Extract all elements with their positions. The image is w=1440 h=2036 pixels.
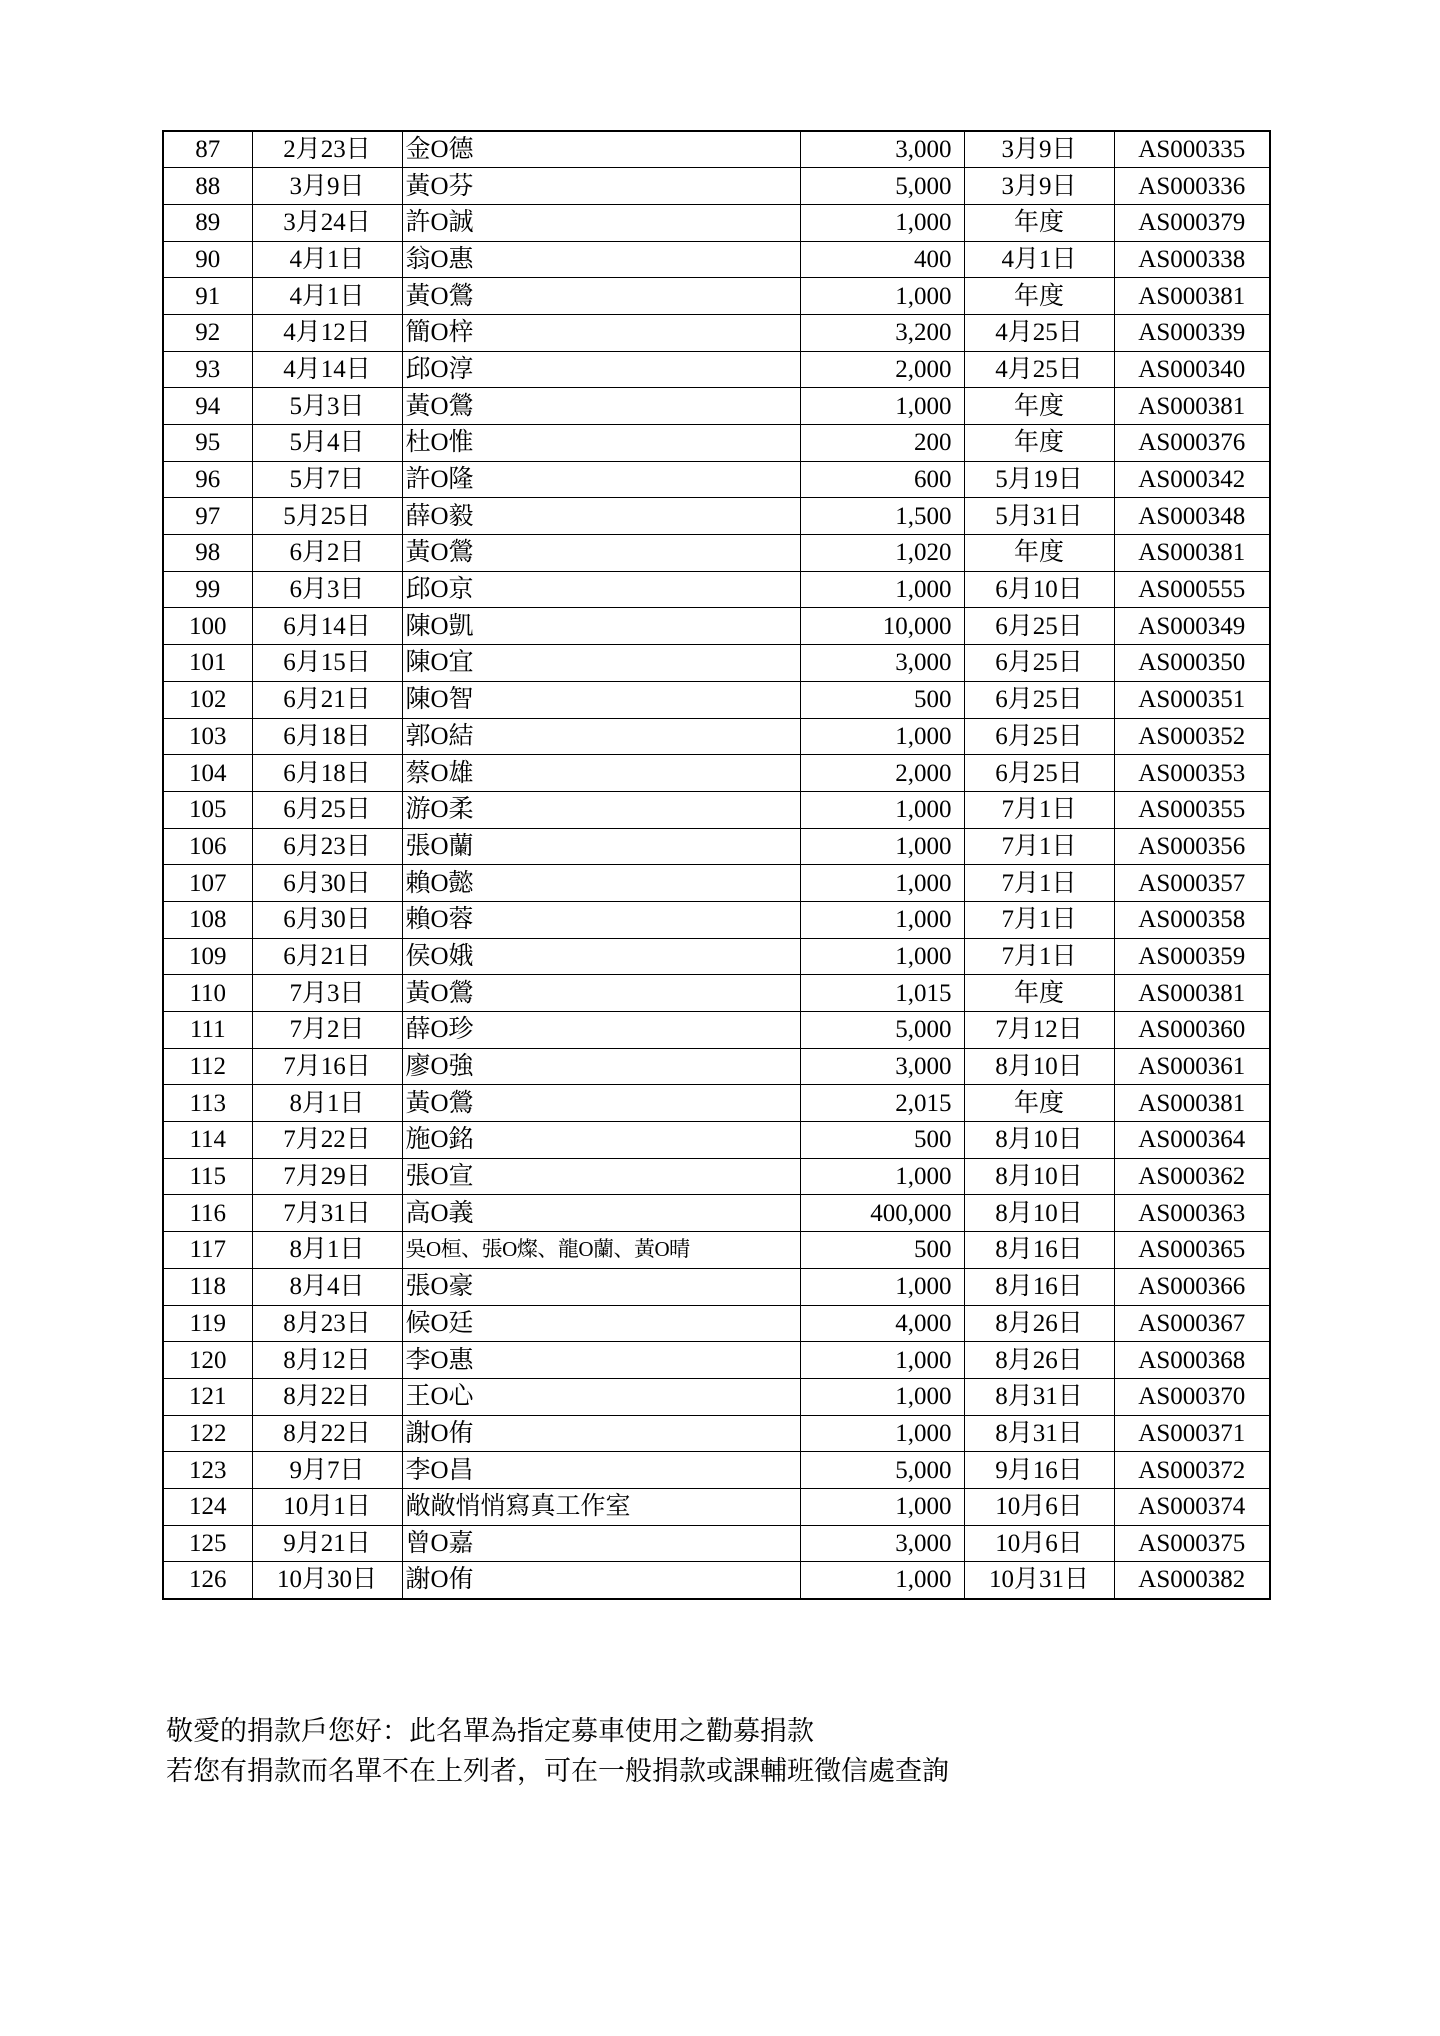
cell-number: 89 [163, 204, 252, 241]
cell-donor-name: 黃O芬 [402, 168, 800, 205]
cell-donation-date: 6月21日 [252, 681, 402, 718]
cell-donation-date: 8月1日 [252, 1232, 402, 1269]
cell-number: 121 [163, 1378, 252, 1415]
cell-receipt-date: 年度 [964, 975, 1114, 1012]
cell-number: 87 [163, 131, 252, 168]
cell-receipt-number: AS000367 [1114, 1305, 1270, 1342]
cell-number: 118 [163, 1268, 252, 1305]
cell-receipt-number: AS000555 [1114, 571, 1270, 608]
table-row [163, 241, 1270, 278]
cell-number: 101 [163, 645, 252, 682]
table-row [163, 828, 1270, 865]
cell-donation-date: 6月3日 [252, 571, 402, 608]
cell-amount: 1,000 [800, 204, 964, 241]
cell-donor-name: 侯O娥 [402, 938, 800, 975]
cell-donation-date: 5月4日 [252, 425, 402, 462]
cell-receipt-number: AS000352 [1114, 718, 1270, 755]
cell-receipt-number: AS000335 [1114, 131, 1270, 168]
cell-amount: 400 [800, 241, 964, 278]
cell-amount: 1,000 [800, 1268, 964, 1305]
cell-number: 113 [163, 1085, 252, 1122]
cell-receipt-number: AS000351 [1114, 681, 1270, 718]
notice-line-1: 敬愛的捐款戶您好：此名單為指定募車使用之勸募捐款 [166, 1716, 814, 1747]
cell-receipt-date: 年度 [964, 535, 1114, 572]
cell-number: 124 [163, 1488, 252, 1525]
cell-receipt-date: 8月16日 [964, 1232, 1114, 1269]
cell-amount: 5,000 [800, 1012, 964, 1049]
cell-number: 92 [163, 314, 252, 351]
table-row [163, 645, 1270, 682]
cell-amount: 1,000 [800, 828, 964, 865]
cell-donation-date: 3月9日 [252, 168, 402, 205]
cell-receipt-number: AS000370 [1114, 1378, 1270, 1415]
cell-donor-name: 黃O鶯 [402, 388, 800, 425]
cell-amount: 3,000 [800, 131, 964, 168]
cell-amount: 1,000 [800, 938, 964, 975]
cell-receipt-number: AS000372 [1114, 1452, 1270, 1489]
table-row [163, 681, 1270, 718]
cell-donor-name: 廖O強 [402, 1048, 800, 1085]
table-row [163, 1562, 1270, 1599]
cell-number: 95 [163, 425, 252, 462]
cell-donation-date: 4月1日 [252, 241, 402, 278]
cell-donor-name: 薛O珍 [402, 1012, 800, 1049]
table-row [163, 425, 1270, 462]
cell-amount: 1,000 [800, 791, 964, 828]
cell-number: 123 [163, 1452, 252, 1489]
cell-receipt-number: AS000376 [1114, 425, 1270, 462]
cell-amount: 500 [800, 681, 964, 718]
cell-receipt-date: 8月26日 [964, 1305, 1114, 1342]
cell-donor-name: 陳O智 [402, 681, 800, 718]
cell-receipt-date: 年度 [964, 1085, 1114, 1122]
cell-amount: 2,015 [800, 1085, 964, 1122]
cell-donor-name: 王O心 [402, 1378, 800, 1415]
cell-amount: 2,000 [800, 351, 964, 388]
cell-number: 114 [163, 1122, 252, 1159]
cell-donation-date: 6月23日 [252, 828, 402, 865]
cell-donation-date: 3月24日 [252, 204, 402, 241]
cell-donation-date: 6月14日 [252, 608, 402, 645]
cell-receipt-number: AS000357 [1114, 865, 1270, 902]
cell-donation-date: 8月12日 [252, 1342, 402, 1379]
table-row [163, 938, 1270, 975]
cell-receipt-number: AS000363 [1114, 1195, 1270, 1232]
cell-receipt-date: 8月10日 [964, 1158, 1114, 1195]
cell-number: 88 [163, 168, 252, 205]
cell-receipt-date: 6月25日 [964, 645, 1114, 682]
cell-donation-date: 4月12日 [252, 314, 402, 351]
cell-amount: 3,000 [800, 645, 964, 682]
table-row [163, 168, 1270, 205]
cell-donor-name: 黃O鶯 [402, 1085, 800, 1122]
cell-amount: 1,000 [800, 901, 964, 938]
cell-receipt-number: AS000336 [1114, 168, 1270, 205]
cell-donation-date: 8月22日 [252, 1378, 402, 1415]
cell-receipt-date: 10月6日 [964, 1525, 1114, 1562]
cell-receipt-date: 4月25日 [964, 351, 1114, 388]
cell-number: 116 [163, 1195, 252, 1232]
cell-amount: 400,000 [800, 1195, 964, 1232]
cell-number: 93 [163, 351, 252, 388]
table-row [163, 498, 1270, 535]
cell-donor-name: 陳O宜 [402, 645, 800, 682]
notice-line-2: 若您有捐款而名單不在上列者，可在一般捐款或課輔班徵信處查詢 [166, 1756, 949, 1787]
cell-receipt-date: 3月9日 [964, 131, 1114, 168]
table-row [163, 1378, 1270, 1415]
cell-receipt-number: AS000371 [1114, 1415, 1270, 1452]
cell-receipt-date: 6月10日 [964, 571, 1114, 608]
cell-receipt-date: 7月12日 [964, 1012, 1114, 1049]
cell-number: 107 [163, 865, 252, 902]
cell-amount: 3,200 [800, 314, 964, 351]
cell-amount: 1,000 [800, 718, 964, 755]
cell-number: 102 [163, 681, 252, 718]
cell-donation-date: 7月16日 [252, 1048, 402, 1085]
cell-donor-name: 施O銘 [402, 1122, 800, 1159]
cell-amount: 600 [800, 461, 964, 498]
cell-receipt-number: AS000339 [1114, 314, 1270, 351]
cell-receipt-date: 8月16日 [964, 1268, 1114, 1305]
cell-receipt-number: AS000358 [1114, 901, 1270, 938]
cell-receipt-number: AS000360 [1114, 1012, 1270, 1049]
cell-donor-name: 敞敞悄悄寫真工作室 [402, 1488, 800, 1525]
cell-donor-name: 黃O鶯 [402, 278, 800, 315]
table-row [163, 718, 1270, 755]
cell-donor-name: 吳O桓、張O燦、龍O蘭、黃O晴 [402, 1232, 800, 1269]
cell-donation-date: 5月25日 [252, 498, 402, 535]
cell-donation-date: 8月22日 [252, 1415, 402, 1452]
cell-number: 110 [163, 975, 252, 1012]
cell-donor-name: 李O昌 [402, 1452, 800, 1489]
table-row [163, 1452, 1270, 1489]
cell-donor-name: 金O德 [402, 131, 800, 168]
cell-receipt-date: 9月16日 [964, 1452, 1114, 1489]
cell-receipt-date: 年度 [964, 425, 1114, 462]
cell-donation-date: 6月25日 [252, 791, 402, 828]
table-row [163, 975, 1270, 1012]
cell-amount: 1,000 [800, 1158, 964, 1195]
cell-number: 99 [163, 571, 252, 608]
cell-number: 122 [163, 1415, 252, 1452]
table-row [163, 1268, 1270, 1305]
cell-donor-name: 薛O毅 [402, 498, 800, 535]
table-row [163, 1048, 1270, 1085]
cell-donor-name: 李O惠 [402, 1342, 800, 1379]
cell-donor-name: 高O義 [402, 1195, 800, 1232]
donation-table [162, 130, 1271, 1600]
cell-donation-date: 5月7日 [252, 461, 402, 498]
cell-number: 109 [163, 938, 252, 975]
table-row [163, 1488, 1270, 1525]
cell-amount: 500 [800, 1232, 964, 1269]
cell-receipt-date: 6月25日 [964, 755, 1114, 792]
cell-receipt-number: AS000381 [1114, 535, 1270, 572]
table-row [163, 865, 1270, 902]
cell-receipt-number: AS000379 [1114, 204, 1270, 241]
cell-number: 112 [163, 1048, 252, 1085]
cell-receipt-date: 8月26日 [964, 1342, 1114, 1379]
cell-amount: 1,000 [800, 278, 964, 315]
cell-donor-name: 黃O鶯 [402, 975, 800, 1012]
cell-number: 96 [163, 461, 252, 498]
cell-number: 100 [163, 608, 252, 645]
cell-receipt-date: 10月31日 [964, 1562, 1114, 1599]
cell-donation-date: 8月1日 [252, 1085, 402, 1122]
cell-receipt-date: 8月10日 [964, 1122, 1114, 1159]
cell-receipt-number: AS000364 [1114, 1122, 1270, 1159]
cell-receipt-date: 8月31日 [964, 1415, 1114, 1452]
cell-amount: 10,000 [800, 608, 964, 645]
cell-donor-name: 曾O嘉 [402, 1525, 800, 1562]
cell-receipt-number: AS000353 [1114, 755, 1270, 792]
cell-donation-date: 7月3日 [252, 975, 402, 1012]
cell-receipt-date: 8月10日 [964, 1195, 1114, 1232]
cell-donor-name: 翁O惠 [402, 241, 800, 278]
table-row [163, 608, 1270, 645]
cell-receipt-date: 10月6日 [964, 1488, 1114, 1525]
cell-donation-date: 7月2日 [252, 1012, 402, 1049]
cell-receipt-date: 7月1日 [964, 901, 1114, 938]
cell-donation-date: 2月23日 [252, 131, 402, 168]
cell-receipt-number: AS000359 [1114, 938, 1270, 975]
cell-amount: 5,000 [800, 168, 964, 205]
cell-donor-name: 謝O侑 [402, 1562, 800, 1599]
cell-receipt-number: AS000356 [1114, 828, 1270, 865]
cell-receipt-date: 年度 [964, 278, 1114, 315]
cell-receipt-number: AS000349 [1114, 608, 1270, 645]
cell-receipt-number: AS000340 [1114, 351, 1270, 388]
cell-receipt-number: AS000381 [1114, 388, 1270, 425]
cell-receipt-number: AS000381 [1114, 975, 1270, 1012]
cell-receipt-number: AS000338 [1114, 241, 1270, 278]
cell-donor-name: 陳O凱 [402, 608, 800, 645]
table-row [163, 204, 1270, 241]
cell-amount: 1,000 [800, 1562, 964, 1599]
table-row [163, 1415, 1270, 1452]
cell-receipt-date: 7月1日 [964, 865, 1114, 902]
cell-amount: 3,000 [800, 1525, 964, 1562]
cell-receipt-number: AS000374 [1114, 1488, 1270, 1525]
table-row [163, 351, 1270, 388]
cell-receipt-number: AS000375 [1114, 1525, 1270, 1562]
cell-donation-date: 5月3日 [252, 388, 402, 425]
cell-donor-name: 張O宣 [402, 1158, 800, 1195]
cell-receipt-date: 6月25日 [964, 681, 1114, 718]
cell-donation-date: 9月21日 [252, 1525, 402, 1562]
cell-donation-date: 6月18日 [252, 755, 402, 792]
cell-donation-date: 8月4日 [252, 1268, 402, 1305]
cell-receipt-number: AS000355 [1114, 791, 1270, 828]
table-row [163, 278, 1270, 315]
table-row [163, 901, 1270, 938]
table-body [163, 131, 1270, 1599]
cell-number: 105 [163, 791, 252, 828]
cell-donor-name: 張O蘭 [402, 828, 800, 865]
cell-receipt-number: AS000342 [1114, 461, 1270, 498]
cell-donation-date: 6月15日 [252, 645, 402, 682]
cell-receipt-date: 7月1日 [964, 828, 1114, 865]
cell-donation-date: 4月1日 [252, 278, 402, 315]
cell-amount: 1,000 [800, 571, 964, 608]
cell-number: 106 [163, 828, 252, 865]
cell-donor-name: 郭O結 [402, 718, 800, 755]
cell-number: 108 [163, 901, 252, 938]
cell-receipt-date: 7月1日 [964, 791, 1114, 828]
cell-receipt-date: 6月25日 [964, 608, 1114, 645]
cell-amount: 1,000 [800, 865, 964, 902]
cell-donor-name: 游O柔 [402, 791, 800, 828]
cell-receipt-number: AS000381 [1114, 278, 1270, 315]
cell-receipt-number: AS000381 [1114, 1085, 1270, 1122]
table-row [163, 388, 1270, 425]
cell-donation-date: 10月1日 [252, 1488, 402, 1525]
cell-donation-date: 4月14日 [252, 351, 402, 388]
cell-donation-date: 6月18日 [252, 718, 402, 755]
cell-donation-date: 9月7日 [252, 1452, 402, 1489]
cell-number: 98 [163, 535, 252, 572]
cell-receipt-number: AS000365 [1114, 1232, 1270, 1269]
cell-donation-date: 8月23日 [252, 1305, 402, 1342]
cell-receipt-number: AS000368 [1114, 1342, 1270, 1379]
cell-receipt-date: 8月10日 [964, 1048, 1114, 1085]
cell-donor-name: 謝O侑 [402, 1415, 800, 1452]
cell-receipt-date: 4月25日 [964, 314, 1114, 351]
cell-receipt-date: 5月31日 [964, 498, 1114, 535]
cell-number: 125 [163, 1525, 252, 1562]
cell-number: 103 [163, 718, 252, 755]
cell-donation-date: 6月30日 [252, 865, 402, 902]
table-row [163, 1085, 1270, 1122]
cell-donation-date: 7月29日 [252, 1158, 402, 1195]
cell-number: 120 [163, 1342, 252, 1379]
cell-receipt-date: 年度 [964, 204, 1114, 241]
cell-receipt-number: AS000361 [1114, 1048, 1270, 1085]
table-row [163, 755, 1270, 792]
cell-donor-name: 許O誠 [402, 204, 800, 241]
cell-amount: 2,000 [800, 755, 964, 792]
cell-amount: 1,000 [800, 1342, 964, 1379]
cell-number: 97 [163, 498, 252, 535]
cell-number: 111 [163, 1012, 252, 1049]
cell-amount: 3,000 [800, 1048, 964, 1085]
cell-amount: 1,015 [800, 975, 964, 1012]
table-row [163, 131, 1270, 168]
cell-receipt-date: 5月19日 [964, 461, 1114, 498]
cell-number: 94 [163, 388, 252, 425]
cell-number: 117 [163, 1232, 252, 1269]
table-row [163, 1305, 1270, 1342]
cell-donation-date: 6月21日 [252, 938, 402, 975]
cell-receipt-date: 8月31日 [964, 1378, 1114, 1415]
cell-donor-name: 邱O淳 [402, 351, 800, 388]
cell-amount: 1,000 [800, 1488, 964, 1525]
cell-amount: 200 [800, 425, 964, 462]
cell-number: 119 [163, 1305, 252, 1342]
table-row [163, 1232, 1270, 1269]
cell-donor-name: 賴O懿 [402, 865, 800, 902]
table-row [163, 314, 1270, 351]
cell-receipt-date: 6月25日 [964, 718, 1114, 755]
cell-amount: 1,500 [800, 498, 964, 535]
table-row [163, 791, 1270, 828]
cell-amount: 500 [800, 1122, 964, 1159]
cell-receipt-number: AS000362 [1114, 1158, 1270, 1195]
table-row [163, 1195, 1270, 1232]
cell-donor-name: 候O廷 [402, 1305, 800, 1342]
cell-receipt-number: AS000382 [1114, 1562, 1270, 1599]
cell-number: 90 [163, 241, 252, 278]
cell-receipt-number: AS000366 [1114, 1268, 1270, 1305]
cell-donor-name: 簡O梓 [402, 314, 800, 351]
cell-donor-name: 邱O京 [402, 571, 800, 608]
cell-donation-date: 6月2日 [252, 535, 402, 572]
table-row [163, 1158, 1270, 1195]
cell-amount: 1,020 [800, 535, 964, 572]
cell-donation-date: 10月30日 [252, 1562, 402, 1599]
cell-donation-date: 6月30日 [252, 901, 402, 938]
cell-amount: 1,000 [800, 388, 964, 425]
cell-number: 104 [163, 755, 252, 792]
cell-number: 115 [163, 1158, 252, 1195]
cell-amount: 5,000 [800, 1452, 964, 1489]
table-row [163, 571, 1270, 608]
cell-number: 91 [163, 278, 252, 315]
cell-receipt-date: 4月1日 [964, 241, 1114, 278]
cell-donor-name: 賴O蓉 [402, 901, 800, 938]
cell-donor-name: 張O豪 [402, 1268, 800, 1305]
cell-amount: 1,000 [800, 1415, 964, 1452]
table-row [163, 535, 1270, 572]
cell-receipt-number: AS000348 [1114, 498, 1270, 535]
cell-receipt-date: 年度 [964, 388, 1114, 425]
table-row [163, 1122, 1270, 1159]
cell-donor-name: 黃O鶯 [402, 535, 800, 572]
notice [166, 1712, 949, 1792]
cell-donation-date: 7月31日 [252, 1195, 402, 1232]
cell-receipt-date: 7月1日 [964, 938, 1114, 975]
cell-donor-name: 許O隆 [402, 461, 800, 498]
cell-donor-name: 蔡O雄 [402, 755, 800, 792]
cell-number: 126 [163, 1562, 252, 1599]
cell-receipt-date: 3月9日 [964, 168, 1114, 205]
table-row [163, 1525, 1270, 1562]
cell-donation-date: 7月22日 [252, 1122, 402, 1159]
cell-amount: 1,000 [800, 1378, 964, 1415]
cell-donor-name: 杜O惟 [402, 425, 800, 462]
table-row [163, 1012, 1270, 1049]
cell-receipt-number: AS000350 [1114, 645, 1270, 682]
table-row [163, 1342, 1270, 1379]
table-row [163, 461, 1270, 498]
cell-amount: 4,000 [800, 1305, 964, 1342]
